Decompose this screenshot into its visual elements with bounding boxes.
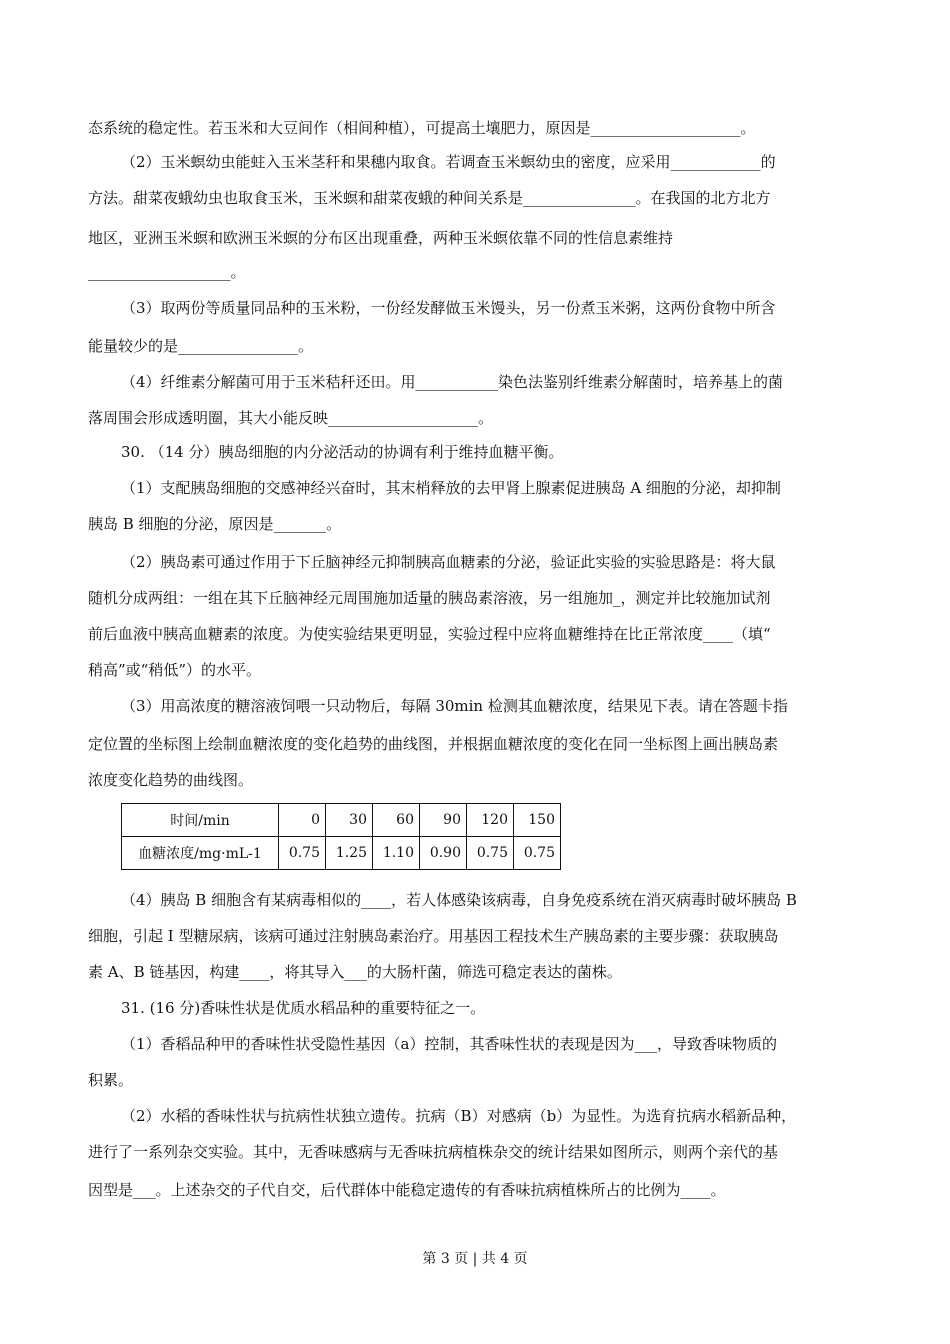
- text-line: （4）纤维素分解菌可用于玉米秸秆还田。用___________染色法鉴别纤维素分解菌时，培养基上的菌: [121, 373, 784, 391]
- text-line: （4）胰岛 B 细胞含有某病毒相似的____，若人体感染该病毒，自身免疫系统在消灭病毒时破坏胰岛 B: [121, 891, 797, 909]
- text-line: 能量较少的是________________。: [88, 337, 314, 355]
- table-cell: 0.75: [279, 837, 326, 870]
- text-line: 细胞，引起 I 型糖尿病，该病可通过注射胰岛素治疗。用基因工程技术生产胰岛素的主要步骤：获取胰岛: [88, 927, 779, 945]
- table-cell: 0.90: [420, 837, 467, 870]
- table-cell: 90: [420, 804, 467, 837]
- table-cell: 1.25: [326, 837, 373, 870]
- text-line: 素 A、B 链基因，构建____，将其导入___的大肠杆菌，筛选可稳定表达的菌株。: [88, 963, 622, 981]
- text-line: 方法。甜菜夜蛾幼虫也取食玉米，玉米螟和甜菜夜蛾的种间关系是_______________。在我国的北方北方: [88, 189, 771, 207]
- text-line: （2）水稻的香味性状与抗病性状独立遗传。抗病（B）对感病（b）为显性。为选育抗病水稻新品种，: [121, 1107, 797, 1125]
- table-row: [122, 837, 561, 870]
- table-cell: 1.10: [373, 837, 420, 870]
- table-header-cell: 血糖浓度/mg·mL-1: [122, 837, 279, 870]
- text-line: 落周围会形成透明圈，其大小能反映____________________。: [88, 409, 494, 427]
- blood-glucose-table: [121, 803, 561, 870]
- text-line: （1）香稻品种甲的香味性状受隐性基因（a）控制，其香味性状的表现是因为___，导致香味物质的: [121, 1035, 778, 1053]
- text-line: 地区，亚洲玉米螟和欧洲玉米螟的分布区出现重叠，两种玉米螟依靠不同的性信息素维持: [88, 229, 674, 247]
- table-cell: 0.75: [467, 837, 514, 870]
- table-cell: 120: [467, 804, 514, 837]
- text-line: 随机分成两组：一组在其下丘脑神经元周围施加适量的胰岛素溶液，另一组施加_，测定并比较施加试剂: [88, 589, 771, 607]
- text-line: 稍高”或“稍低”）的水平。: [88, 661, 262, 679]
- page-footer: 第 3 页 | 共 4 页: [422, 1251, 528, 1267]
- text-line: 进行了一系列杂交实验。其中，无香味感病与无香味抗病植株杂交的统计结果如图所示，则两个亲代的基: [88, 1143, 779, 1161]
- text-line: 因型是___。上述杂交的子代自交，后代群体中能稳定遗传的有香味抗病植株所占的比例为____。: [88, 1181, 726, 1199]
- table-cell: 60: [373, 804, 420, 837]
- table-cell: 0: [279, 804, 326, 837]
- text-line: 胰岛 B 细胞的分泌，原因是_______。: [88, 515, 342, 533]
- text-line: （1）支配胰岛细胞的交感神经兴奋时，其末梢释放的去甲肾上腺素促进胰岛 A 细胞的分泌，却抑制: [121, 479, 781, 497]
- text-line: （2）玉米螟幼虫能蛀入玉米茎秆和果穗内取食。若调查玉米螟幼虫的密度，应采用____________的: [121, 153, 776, 171]
- text-line: 前后血液中胰高血糖素的浓度。为使实验结果更明显，实验过程中应将血糖维持在比正常浓度____（填“: [88, 625, 771, 643]
- text-line: （2）胰岛素可通过作用于下丘脑神经元抑制胰高血糖素的分泌，验证此实验的实验思路是：将大鼠: [121, 553, 776, 571]
- table-header-cell: 时间/min: [122, 804, 279, 837]
- text-line: （3）用高浓度的糖溶液饲喂一只动物后，每隔 30min 检测其血糖浓度，结果见下表。请在答题卡指: [121, 697, 788, 715]
- question-30-heading: 30. （14 分）胰岛细胞的内分泌活动的协调有利于维持血糖平衡。: [121, 443, 564, 461]
- table-cell: 150: [514, 804, 561, 837]
- table-row: [122, 804, 561, 837]
- text-line: （3）取两份等质量同品种的玉米粉，一份经发酵做玉米馒头，另一份煮玉米粥，这两份食物中所含: [121, 299, 776, 317]
- text-line: 浓度变化趋势的曲线图。: [88, 771, 254, 789]
- table-cell: 30: [326, 804, 373, 837]
- text-line: ___________________。: [88, 263, 246, 281]
- text-line: 积累。: [88, 1071, 134, 1089]
- table-cell: 0.75: [514, 837, 561, 870]
- question-31-heading: 31. (16 分)香味性状是优质水稻品种的重要特征之一。: [121, 999, 486, 1017]
- text-line: 定位置的坐标图上绘制血糖浓度的变化趋势的曲线图，并根据血糖浓度的变化在同一坐标图上画出胰岛素: [88, 735, 779, 753]
- text-line: 态系统的稳定性。若玉米和大豆间作（相间种植），可提高土壤肥力，原因是____________________。: [88, 119, 756, 137]
